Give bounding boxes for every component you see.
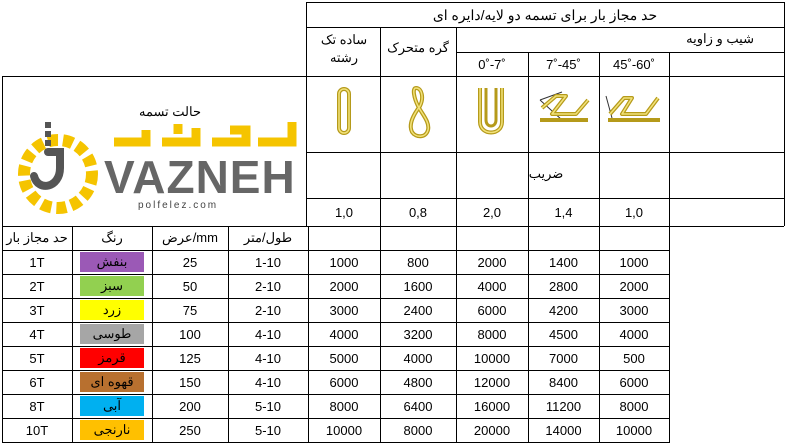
value-cell: 10000 (325, 422, 363, 438)
value-cell: 1400 (549, 254, 578, 270)
value-cell: 8000 (329, 398, 359, 414)
factor-angle-1: 2,0 (482, 205, 502, 220)
grid-hline (306, 27, 784, 28)
value-cell: 7000 (549, 350, 578, 366)
width-cell: 75 (182, 302, 198, 318)
value-cell: 2400 (403, 302, 433, 318)
value-cell: 1000 (329, 254, 359, 270)
value-cell: 2000 (477, 254, 507, 270)
grid-hline (2, 346, 670, 347)
color-cell: طوسی (80, 324, 144, 344)
value-cell: 500 (623, 350, 645, 366)
value-cell: 2800 (549, 278, 578, 294)
grid-vline (308, 226, 309, 442)
length-cell: 4-10 (254, 350, 282, 366)
brand-name: VAZNEH (104, 151, 296, 203)
factor-label: ضریب (528, 166, 564, 181)
grid-vline (784, 2, 785, 226)
width-cell: 125 (179, 350, 201, 366)
value-cell: 4000 (329, 326, 359, 342)
limit-cell: 2T (29, 278, 45, 294)
width-cell: 250 (179, 422, 201, 438)
limit-cell: 5T (29, 350, 45, 366)
grid-hline (306, 198, 784, 199)
grid-hline (2, 394, 670, 395)
col-limit-header: حد مجاز بار (6, 230, 68, 245)
grid-vline (380, 199, 381, 226)
value-cell: 3200 (403, 326, 433, 342)
col-length-header: طول/متر (243, 230, 293, 245)
value-cell: 6000 (329, 374, 359, 390)
state-label: حالت تسمه (138, 104, 202, 119)
value-cell: 1000 (619, 254, 649, 270)
factor-single: 1,0 (334, 205, 354, 220)
length-cell: 1-10 (254, 254, 282, 270)
factor-angle-3: 1,0 (624, 205, 644, 220)
grid-vline (380, 27, 381, 199)
col-knot-header: گره متحرک (387, 40, 449, 55)
limit-cell: 4T (29, 326, 45, 342)
grid-vline (599, 199, 600, 226)
grid-vline (528, 226, 529, 442)
length-cell: 2-10 (254, 302, 282, 318)
grid-vline (72, 226, 73, 442)
value-cell: 1600 (403, 278, 433, 294)
limit-cell: 1T (29, 254, 45, 270)
grid-vline (456, 199, 457, 226)
value-cell: 10000 (473, 350, 511, 366)
value-cell: 6000 (477, 302, 507, 318)
value-cell: 20000 (473, 422, 511, 438)
value-cell: 4000 (619, 326, 649, 342)
value-cell: 12000 (473, 374, 511, 390)
limit-cell: 3T (29, 302, 45, 318)
choke-sling-icon (402, 84, 438, 140)
value-cell: 11200 (545, 398, 582, 414)
color-cell: نارنجی (80, 420, 144, 440)
value-cell: 8000 (403, 422, 433, 438)
grid-hline (2, 274, 670, 275)
length-cell: 4-10 (254, 326, 282, 342)
value-cell: 4800 (403, 374, 433, 390)
grid-hline (306, 152, 784, 153)
table-title: حد مجاز بار برای تسمه دو لایه/دایره ای (432, 7, 658, 23)
angle-45-60: 45˚-60˚ (613, 57, 655, 72)
grid-vline (380, 226, 381, 442)
grid-vline (456, 226, 457, 442)
grid-hline (2, 76, 784, 77)
value-cell: 10000 (615, 422, 653, 438)
value-cell: 4000 (477, 278, 507, 294)
grid-vline (528, 199, 529, 226)
value-cell: 6000 (619, 374, 649, 390)
color-cell: قرمز (80, 348, 144, 368)
value-cell: 2000 (619, 278, 649, 294)
col-color-header: رنگ (101, 230, 123, 245)
basket-sling-icon (474, 84, 508, 140)
brand-domain: polfelez.com (138, 200, 219, 211)
value-cell: 16000 (473, 398, 511, 414)
color-cell: قهوه ای (80, 372, 144, 392)
grid-hline (2, 322, 670, 323)
limit-cell: 8T (29, 398, 45, 414)
grid-vline (152, 226, 153, 442)
grid-hline (2, 226, 784, 227)
grid-vline (599, 226, 600, 442)
single-sling-icon (330, 86, 360, 138)
value-cell: 8400 (549, 374, 578, 390)
factor-angle-2: 1,4 (554, 205, 573, 220)
value-cell: 8000 (619, 398, 649, 414)
factor-knot: 0,8 (408, 205, 428, 220)
col-angle-header: شیب و زاویه (686, 31, 754, 46)
width-cell: 200 (179, 398, 201, 414)
color-cell: سبز (80, 276, 144, 296)
grid-vline (528, 52, 529, 199)
grid-hline (456, 52, 784, 53)
value-cell: 4500 (549, 326, 578, 342)
grid-vline (456, 27, 457, 199)
grid-hline (2, 418, 670, 419)
color-cell: آبی (80, 396, 144, 416)
grid-vline (669, 52, 670, 199)
grid-vline (2, 226, 3, 442)
width-cell: 150 (179, 374, 201, 390)
angle-7-45: 7˚-45˚ (546, 57, 581, 72)
color-cell: زرد (80, 300, 144, 320)
grid-vline (669, 226, 670, 442)
width-cell: 50 (182, 278, 198, 294)
color-cell: بنفش (80, 252, 144, 272)
grid-hline (306, 2, 784, 3)
width-cell: 25 (182, 254, 198, 270)
length-cell: 5-10 (254, 422, 282, 438)
angle-sling-7-45-icon (536, 90, 592, 130)
grid-vline (306, 2, 307, 226)
grid-hline (2, 298, 670, 299)
value-cell: 4200 (549, 302, 578, 318)
grid-vline (2, 76, 3, 226)
length-cell: 2-10 (254, 278, 282, 294)
col-single-header: ساده تک رشته (320, 32, 368, 65)
col-width-header: عرض/mm (162, 230, 218, 245)
grid-vline (228, 226, 229, 442)
limit-cell: 10T (25, 422, 49, 438)
grid-hline (2, 370, 670, 371)
value-cell: 5000 (329, 350, 359, 366)
hook-gear-icon (8, 112, 108, 217)
persian-brand-icon (106, 112, 298, 152)
value-cell: 3000 (329, 302, 359, 318)
value-cell: 2000 (329, 278, 359, 294)
angle-sling-45-60-icon (602, 90, 664, 130)
length-cell: 5-10 (254, 398, 282, 414)
value-cell: 8000 (477, 326, 507, 342)
limit-cell: 6T (29, 374, 45, 390)
grid-vline (669, 199, 670, 226)
width-cell: 100 (179, 326, 201, 342)
grid-hline (2, 250, 670, 251)
angle-0-7: 0˚-7˚ (478, 57, 506, 72)
value-cell: 14000 (545, 422, 582, 438)
value-cell: 800 (407, 254, 429, 270)
value-cell: 3000 (619, 302, 649, 318)
value-cell: 6400 (403, 398, 433, 414)
value-cell: 4000 (403, 350, 433, 366)
length-cell: 4-10 (254, 374, 282, 390)
grid-vline (599, 52, 600, 199)
logo (8, 112, 300, 217)
